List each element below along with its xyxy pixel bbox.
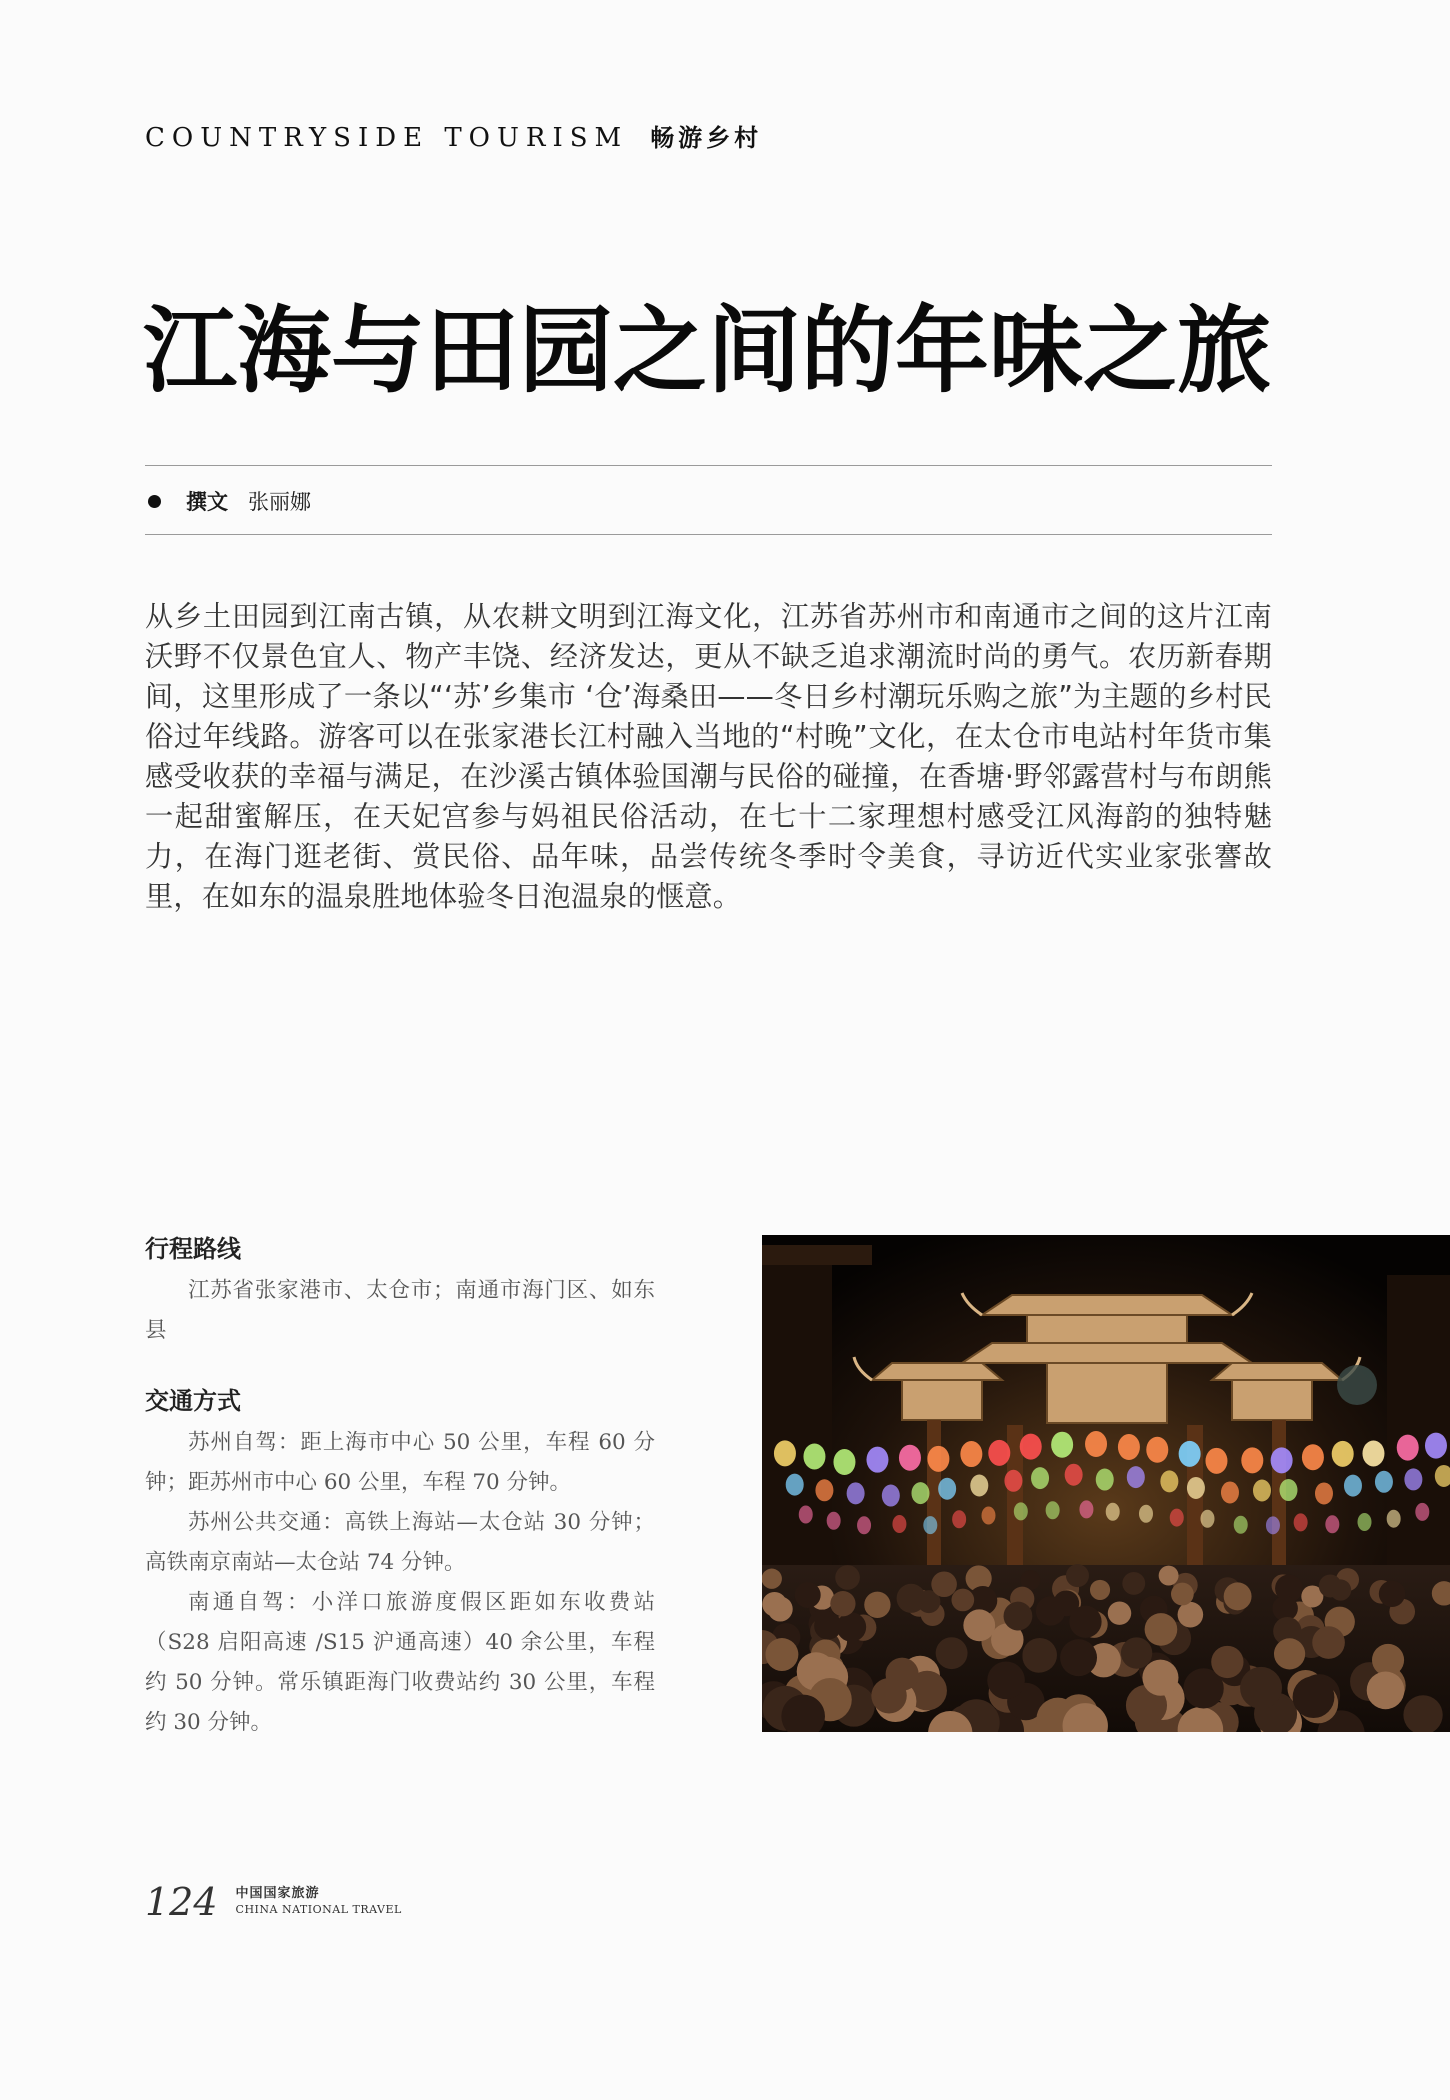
lantern [1221, 1481, 1239, 1503]
byline-bottom-divider [145, 534, 1272, 535]
lantern [1065, 1464, 1083, 1486]
byline-label: 撰文 [186, 490, 228, 514]
lantern [1375, 1471, 1393, 1493]
byline [148, 486, 311, 516]
lantern [803, 1443, 825, 1469]
crowd-head [1108, 1601, 1131, 1624]
byline-top-divider [145, 465, 1272, 466]
crowd-head [1171, 1583, 1194, 1606]
lantern [892, 1515, 906, 1533]
crowd-head [1372, 1644, 1404, 1676]
crowd-head [1367, 1672, 1405, 1710]
crowd-head [762, 1569, 782, 1589]
lantern [1031, 1467, 1049, 1489]
transport-paragraph: 南通自驾：小洋口旅游度假区距如东收费站（S28 启阳高速 /S15 沪通高速）40 余公里，车程约 50 分钟。常乐镇距海门收费站约 30 公里，车程约 30 分钟。 [145, 1590, 655, 1735]
lantern [899, 1445, 921, 1471]
night-market-lantern-gate-photo-icon [762, 1235, 1450, 1732]
section-header [145, 118, 762, 153]
crowd-head [1060, 1639, 1097, 1676]
lantern [938, 1478, 956, 1500]
crowd-head [1142, 1660, 1178, 1696]
crowd-head [1121, 1637, 1152, 1668]
lantern [981, 1507, 995, 1525]
lantern [1200, 1510, 1214, 1528]
night-market-photo [762, 1235, 1450, 1732]
crowd-head [1211, 1646, 1243, 1678]
crowd-head [1274, 1638, 1305, 1669]
lantern [815, 1479, 833, 1501]
route-text: 江苏省张家港市、太仓市；南通市海门区、如东县 [145, 1278, 655, 1343]
crowd-head [768, 1596, 793, 1621]
lantern [1387, 1510, 1401, 1528]
route-block [145, 1233, 655, 1351]
page-footer [145, 1880, 402, 1924]
route-heading: 行程路线 [145, 1235, 241, 1263]
lantern [1404, 1468, 1422, 1490]
transport-paragraph: 苏州公共交通：高铁上海站—太仓站 30 分钟；高铁南京南站—太仓站 74 分钟。 [145, 1510, 655, 1575]
lantern [786, 1474, 804, 1496]
lantern [1170, 1509, 1184, 1527]
author-name: 张丽娜 [248, 490, 311, 514]
lantern [1160, 1470, 1178, 1492]
lantern [1266, 1516, 1280, 1534]
crowd-head [795, 1582, 821, 1608]
crowd-head [1379, 1581, 1405, 1607]
crowd-head [830, 1591, 855, 1616]
crowd-head [1053, 1590, 1079, 1616]
crowd-head [1240, 1667, 1282, 1709]
crowd-head [1224, 1582, 1252, 1610]
lantern [988, 1440, 1010, 1466]
crowd-head [1178, 1602, 1204, 1628]
lantern [1179, 1441, 1201, 1467]
crowd-head [1312, 1626, 1345, 1659]
article-title: 江海与田园之间的年味之旅 [143, 296, 1272, 406]
lantern [1051, 1432, 1073, 1458]
crowd-head [814, 1612, 842, 1640]
crowd-head [987, 1661, 1025, 1699]
crowd-head [1145, 1613, 1178, 1646]
lantern [1085, 1431, 1107, 1457]
lantern [833, 1449, 855, 1475]
lantern [911, 1482, 929, 1504]
lantern [1020, 1434, 1042, 1460]
lantern [1014, 1502, 1028, 1520]
crowd-head [1159, 1566, 1179, 1586]
crowd-head [963, 1609, 995, 1641]
lantern [1241, 1447, 1263, 1473]
lantern [1397, 1435, 1419, 1461]
transport-block [145, 1385, 655, 1743]
lantern [799, 1506, 813, 1524]
crowd-head [1066, 1564, 1089, 1587]
lantern [1253, 1480, 1271, 1502]
crowd-head [1090, 1580, 1110, 1600]
crowd-head [1319, 1575, 1342, 1598]
lantern [1279, 1479, 1297, 1501]
magazine-mark [236, 1886, 402, 1918]
crowd-head [936, 1637, 968, 1669]
crowd-head [951, 1589, 974, 1612]
lantern [1271, 1447, 1293, 1473]
lantern [1004, 1470, 1022, 1492]
lantern [1294, 1513, 1308, 1531]
travel-info-sidebar [145, 1233, 655, 1777]
lantern [1118, 1434, 1140, 1460]
lantern [1127, 1466, 1145, 1488]
lantern [1362, 1440, 1384, 1466]
lantern [1325, 1515, 1339, 1533]
lantern [1187, 1477, 1205, 1499]
lantern [827, 1512, 841, 1530]
section-name-cn: 畅游乡村 [650, 123, 763, 152]
lantern [1146, 1437, 1168, 1463]
lantern [923, 1516, 937, 1534]
lantern [1315, 1482, 1333, 1504]
crowd-head [765, 1638, 798, 1671]
magazine-name-en: CHINA NATIONAL TRAVEL [235, 1903, 402, 1916]
crowd-head [835, 1565, 860, 1590]
lantern [1079, 1500, 1093, 1518]
lantern [882, 1485, 900, 1507]
lantern [1096, 1469, 1114, 1491]
lantern [1046, 1501, 1060, 1519]
lantern [1344, 1475, 1362, 1497]
lantern [927, 1446, 949, 1472]
bullet-dot-icon [148, 495, 161, 508]
crowd-head [931, 1571, 957, 1597]
crowd-head [864, 1592, 890, 1618]
lantern [1302, 1444, 1324, 1470]
lantern [970, 1474, 988, 1496]
magazine-name-cn: 中国国家旅游 [235, 1886, 320, 1901]
lantern [1425, 1433, 1447, 1459]
page-number: 124 [145, 1880, 218, 1924]
lantern [960, 1441, 982, 1467]
transport-paragraph: 苏州自驾：距上海市中心 50 公里，车程 60 分钟；距苏州市中心 60 公里，车程 70 分钟。 [145, 1430, 655, 1495]
crowd-head [1122, 1572, 1145, 1595]
transport-heading: 交通方式 [145, 1387, 241, 1415]
lantern [952, 1510, 966, 1528]
crowd-head [1293, 1676, 1335, 1718]
lantern [1332, 1441, 1354, 1467]
lantern [1415, 1503, 1429, 1521]
lantern [847, 1482, 865, 1504]
lantern [1205, 1448, 1227, 1474]
lantern [1234, 1516, 1248, 1534]
crowd-head [871, 1678, 906, 1713]
lantern [774, 1440, 796, 1466]
section-name-en: COUNTRYSIDE TOURISM [145, 123, 629, 153]
lantern [1358, 1513, 1372, 1531]
crowd-head [1022, 1638, 1057, 1673]
lantern [857, 1516, 871, 1534]
article-intro: 从乡土田园到江南古镇，从农耕文明到江海文化，江苏省苏州市和南通市之间的这片江南沃野不仅景色宜人、物产丰饶、经济发达，更从不缺乏追求潮流时尚的勇气。农历新春期间，这里形成了一条以“‘苏’乡集市 ‘仓’海桑田——冬日乡村潮玩乐购之旅”为主题的乡村民俗过年线路。游客可以在张家港长江村融入当地的“村晚”文化，在太仓市电站村年货市集感受收获的幸福与满足，在沙溪古镇体验国潮与民俗的碰撞，在香塘·野邻露营村与布朗熊一起甜蜜解压，在天妃宫参与妈祖民俗活动，在七十二家理想村感受江风海韵的独特魅力，在海门逛老街、赏民俗、品年味，品尝传统冬季时令美食，寻访近代实业家张謇故里，在如东的温泉胜地体验冬日泡温泉的惬意。 [145, 600, 1272, 913]
lantern [1106, 1503, 1120, 1521]
lantern [1139, 1505, 1153, 1523]
crowd-head [1004, 1602, 1033, 1631]
crowd-head [897, 1584, 926, 1613]
lantern [866, 1447, 888, 1473]
